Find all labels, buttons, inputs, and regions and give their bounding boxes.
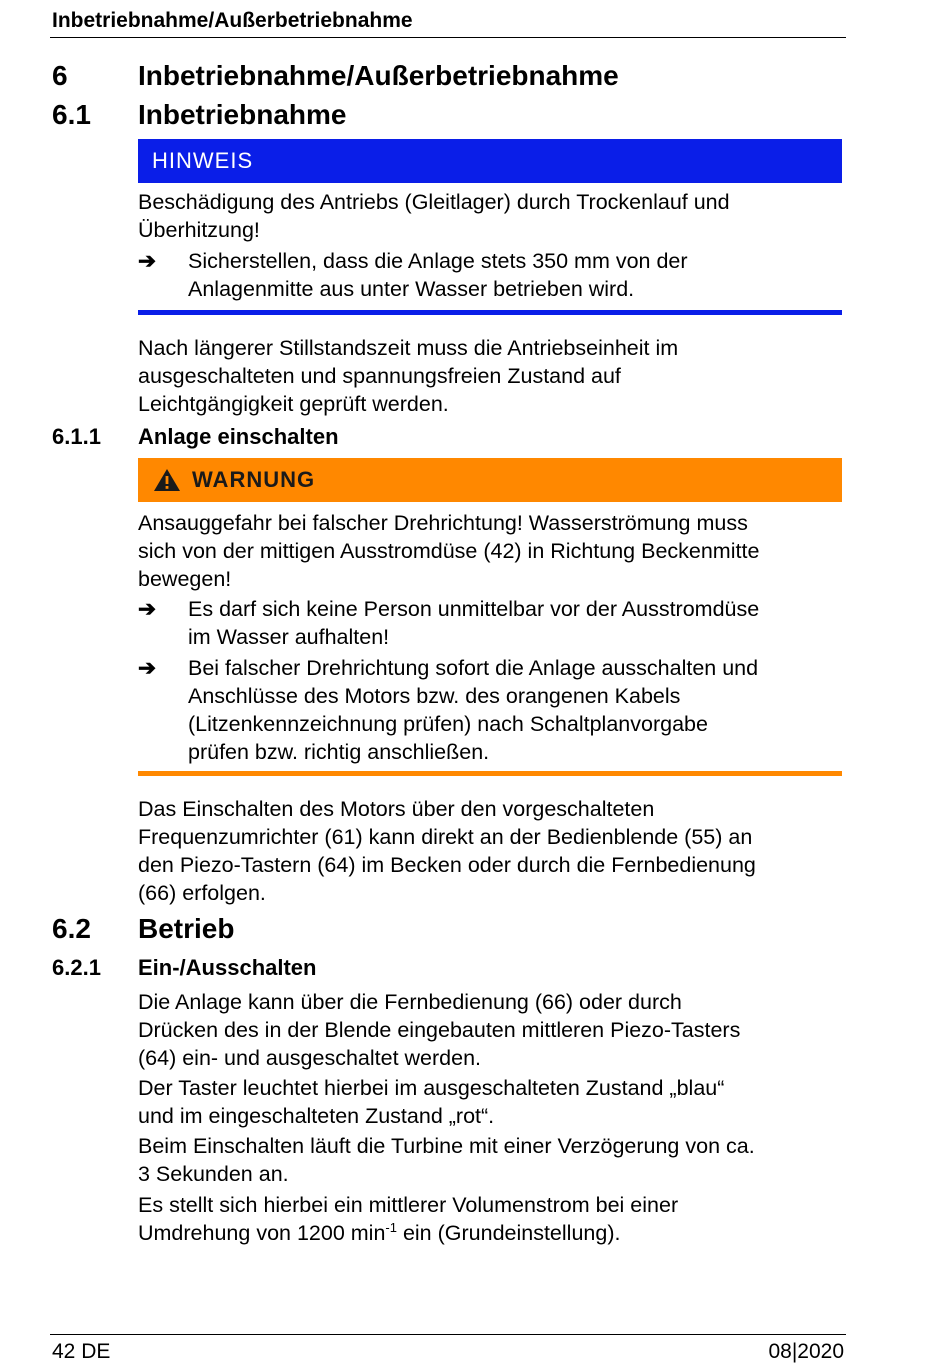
hinweis-bottom-line (138, 310, 842, 315)
warnung-text-line-3: bewegen! (138, 567, 232, 591)
stillstand-line-2: ausgeschalteten und spannungsfreien Zustand auf (138, 364, 621, 388)
warnung-label: WARNUNG (192, 467, 316, 492)
einschalten-paragraph (138, 795, 848, 907)
warnung-bar (138, 458, 842, 502)
footer-rule (50, 1334, 846, 1335)
section-6-1-1-title: Anlage einschalten (138, 424, 339, 449)
section-6-2-1-title: Ein-/Ausschalten (138, 955, 317, 980)
p621c-line-1: Beim Einschalten läuft die Turbine mit einer Verzögerung von ca. (138, 1134, 755, 1158)
warnung-text-line-1: Ansauggefahr bei falscher Drehrichtung! Wasserströmung muss (138, 511, 748, 535)
einschalten-line-2: Frequenzumrichter (61) kann direkt an der Bedienblende (55) an (138, 825, 753, 849)
p621d-line-2-pre: Umdrehung von 1200 min (138, 1221, 386, 1245)
hinweis-label: HINWEIS (152, 148, 254, 173)
p621d-superscript: -1 (385, 1219, 397, 1235)
section-6-2-number: 6.2 (52, 913, 91, 944)
arrow-icon: ➔ (138, 656, 157, 680)
warnung-bullet-2-line-3: (Litzenkennzeichnung prüfen) nach Schaltplanvorgabe (188, 712, 708, 736)
paragraph-621-d (138, 1191, 848, 1247)
einschalten-line-4: (66) erfolgen. (138, 881, 266, 905)
warnung-bullet-1-line-1: Es darf sich keine Person unmittelbar vor der Ausstromdüse (188, 597, 760, 621)
paragraph-621-c (138, 1132, 848, 1188)
hinweis-text (138, 188, 848, 244)
running-header: Inbetriebnahme/Außerbetriebnahme (52, 9, 413, 32)
section-6-2-title: Betrieb (138, 913, 235, 944)
section-6-title: Inbetriebnahme/Außerbetriebnahme (138, 60, 619, 91)
hinweis-bullet-line-2: Anlagenmitte aus unter Wasser betrieben wird. (188, 277, 635, 301)
stillstand-paragraph (138, 334, 848, 418)
warnung-bullet-2-line-2: Anschlüsse des Motors bzw. des orangenen Kabels (188, 684, 681, 708)
stillstand-line-3: Leichtgängigkeit geprüft werden. (138, 392, 449, 416)
arrow-icon: ➔ (138, 597, 157, 621)
p621a-line-2: Drücken des in der Blende eingebauten mittleren Piezo-Tasters (138, 1018, 741, 1042)
einschalten-line-1: Das Einschalten des Motors über den vorgeschalteten (138, 797, 655, 821)
footer-page-number: 42 DE (52, 1340, 111, 1363)
footer-date: 08|2020 (768, 1340, 844, 1363)
warnung-bullet-1 (138, 595, 848, 651)
section-6-number: 6 (52, 60, 68, 91)
warning-triangle-icon (152, 467, 182, 493)
p621b-line-2: und im eingeschalteten Zustand „rot“. (138, 1104, 495, 1128)
hinweis-bar (138, 139, 842, 183)
paragraph-621-a (138, 988, 848, 1072)
section-6-1-number: 6.1 (52, 99, 91, 130)
warnung-bottom-line (138, 771, 842, 776)
p621c-line-2: 3 Sekunden an. (138, 1162, 289, 1186)
hinweis-text-line-2: Überhitzung! (138, 218, 260, 242)
warnung-bullet-2-line-4: prüfen bzw. richtig anschließen. (188, 740, 490, 764)
p621b-line-1: Der Taster leuchtet hierbei im ausgeschalteten Zustand „blau“ (138, 1076, 725, 1100)
p621a-line-1: Die Anlage kann über die Fernbedienung (66) oder durch (138, 990, 682, 1014)
p621d-line-1: Es stellt sich hierbei ein mittlerer Volumenstrom bei einer (138, 1193, 679, 1217)
warnung-text (138, 509, 848, 593)
paragraph-621-b (138, 1074, 848, 1130)
section-6-1-1-number: 6.1.1 (52, 424, 101, 449)
warnung-bullet-1-line-2: im Wasser aufhalten! (188, 625, 390, 649)
einschalten-line-3: den Piezo-Tastern (64) im Becken oder durch die Fernbedienung (138, 853, 756, 877)
warnung-bullet-2 (138, 654, 848, 766)
warnung-text-line-2: sich von der mittigen Ausstromdüse (42) in Richtung Beckenmitte (138, 539, 760, 563)
arrow-icon: ➔ (138, 249, 157, 273)
warnung-bullet-2-line-1: Bei falscher Drehrichtung sofort die Anlage ausschalten und (188, 656, 759, 680)
section-6-2-1-number: 6.2.1 (52, 955, 101, 980)
p621d-line-2-post: ein (Grundeinstellung). (396, 1221, 621, 1245)
hinweis-bullet (138, 247, 848, 303)
hinweis-text-line-1: Beschädigung des Antriebs (Gleitlager) durch Trockenlauf und (138, 190, 730, 214)
p621d-line-2 (138, 1219, 848, 1247)
hinweis-bullet-line-1: Sicherstellen, dass die Anlage stets 350 mm von der (188, 249, 688, 273)
stillstand-line-1: Nach längerer Stillstandszeit muss die Antriebseinheit im (138, 336, 679, 360)
p621a-line-3: (64) ein- und ausgeschaltet werden. (138, 1046, 482, 1070)
header-rule (50, 37, 846, 38)
section-6-1-title: Inbetriebnahme (138, 99, 347, 130)
